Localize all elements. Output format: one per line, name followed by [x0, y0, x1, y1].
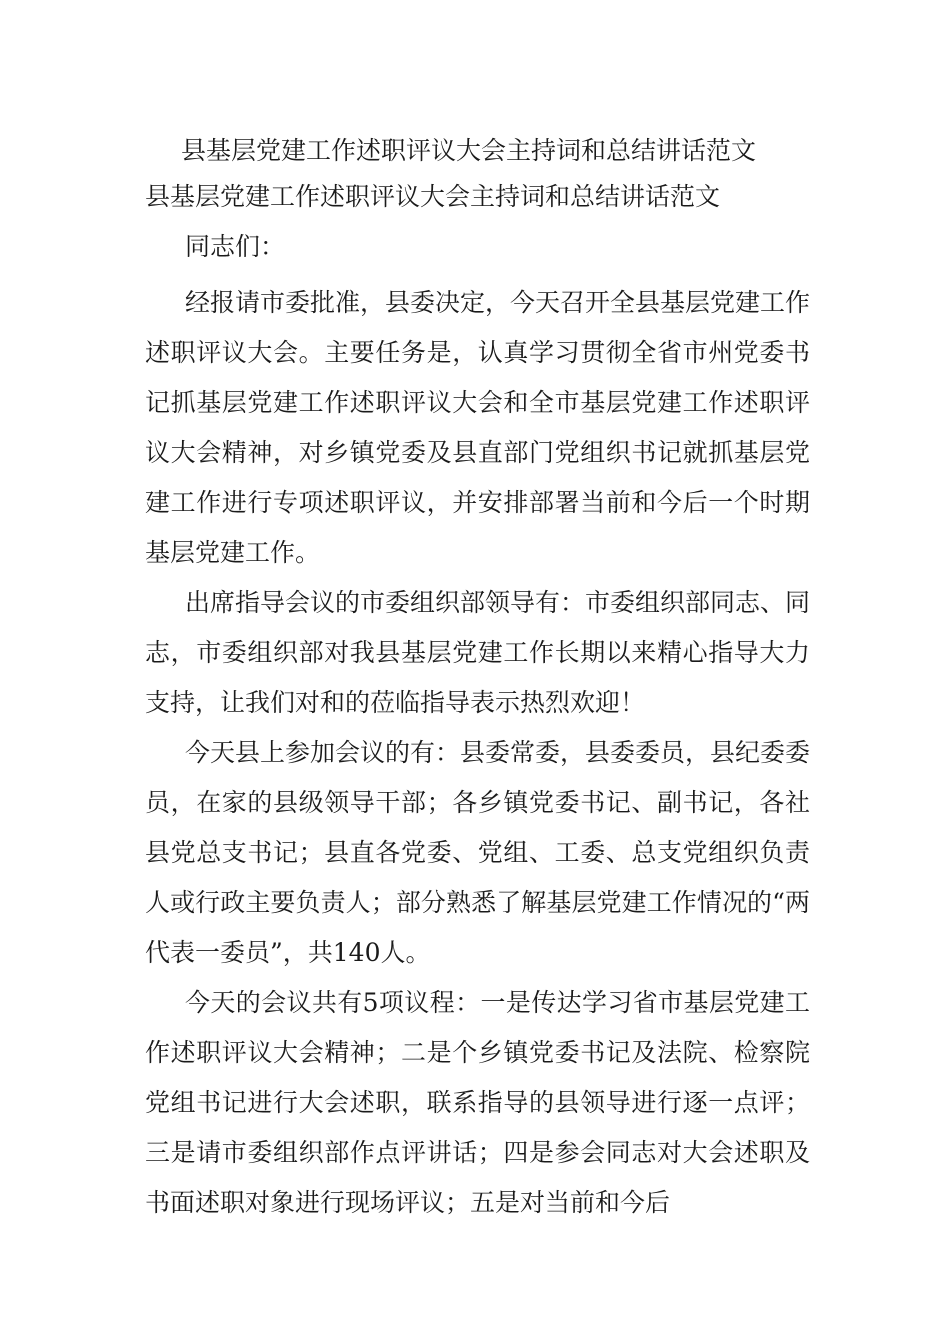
- paragraph-intro: 经报请市委批准，县委决定，今天召开全县基层党建工作述职评议大会。主要任务是，认真学习贯彻全省市州党委书记抓基层党建工作述职评议大会和全市基层党建工作述职评议大会精神，对乡镇党委及县直部门党组织书记就抓基层党建工作进行专项述职评议，并安排部署当前和今后一个时期基层党建工作。: [145, 288, 811, 567]
- document-title: 县基层党建工作述职评议大会主持词和总结讲话范文: [181, 136, 757, 165]
- document-body: [145, 128, 810, 1228]
- paragraph-agenda: 今天的会议共有5项议程：一是传达学习省市基层党建工作述职评议大会精神；二是个乡镇党委书记及法院、检察院党组书记进行大会述职，联系指导的县领导进行逐一点评；三是请市委组织部作点评讲话；四是参会同志对大会述职及书面述职对象进行现场评议；五是对当前和今后: [145, 988, 810, 1217]
- greeting: 同志们：: [185, 232, 286, 261]
- paragraph-participants: 今天县上参加会议的有：县委常委，县委委员，县纪委委员，在家的县级领导干部；各乡镇党委书记、副书记，各社县党总支书记；县直各党委、党组、工委、总支党组织负责人或行政主要负责人；部分熟悉了解基层党建工作情况的“两代表一委员”，共140人。: [145, 738, 811, 967]
- document-subtitle: 县基层党建工作述职评议大会主持词和总结讲话范文: [145, 182, 721, 211]
- paragraph-attending-leaders: 出席指导会议的市委组织部领导有：市委组织部同志、同志，市委组织部对我县基层党建工作长期以来精心指导大力支持，让我们对和的莅临指导表示热烈欢迎！: [145, 588, 811, 717]
